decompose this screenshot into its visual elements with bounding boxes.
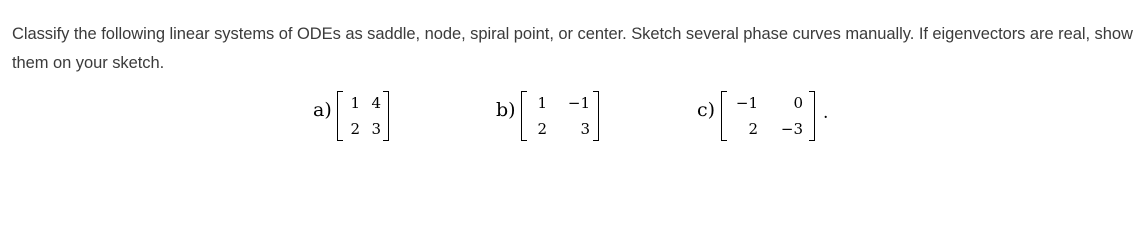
matrix-a-label: a) [313, 99, 332, 121]
matrix-c-label: c) [697, 99, 716, 121]
matrix-a-cell-12: 4 [371, 94, 381, 112]
matrix-b-right-bracket [593, 91, 599, 141]
matrix-c-right-bracket [809, 91, 815, 141]
closing-period: . [823, 103, 829, 123]
matrix-a-cell-11: 1 [350, 94, 360, 112]
matrix-c-left-bracket [721, 91, 727, 141]
matrix-c-cell-22: −3 [780, 120, 803, 138]
matrix-b-cell-11: 1 [537, 94, 547, 112]
matrix-c-cell-21: 2 [748, 120, 758, 138]
matrix-b-cell-22: 3 [580, 120, 590, 138]
matrix-a-right-bracket [383, 91, 389, 141]
matrix-b-label: b) [496, 99, 516, 121]
matrix-c-cell-11: −1 [735, 94, 758, 112]
matrix-a-cell-21: 2 [350, 120, 360, 138]
matrix-c-cell-12: 0 [793, 94, 803, 112]
matrix-a-cell-22: 3 [371, 120, 381, 138]
matrix-b-cell-21: 2 [537, 120, 547, 138]
problem-statement: Classify the following linear systems of ODEs as saddle, node, spiral point, or center. Sketch several phase curves manually. If eigenvectors are real, show them on your sketch. [12, 25, 1133, 72]
matrix-b-cell-12: −1 [567, 94, 590, 112]
